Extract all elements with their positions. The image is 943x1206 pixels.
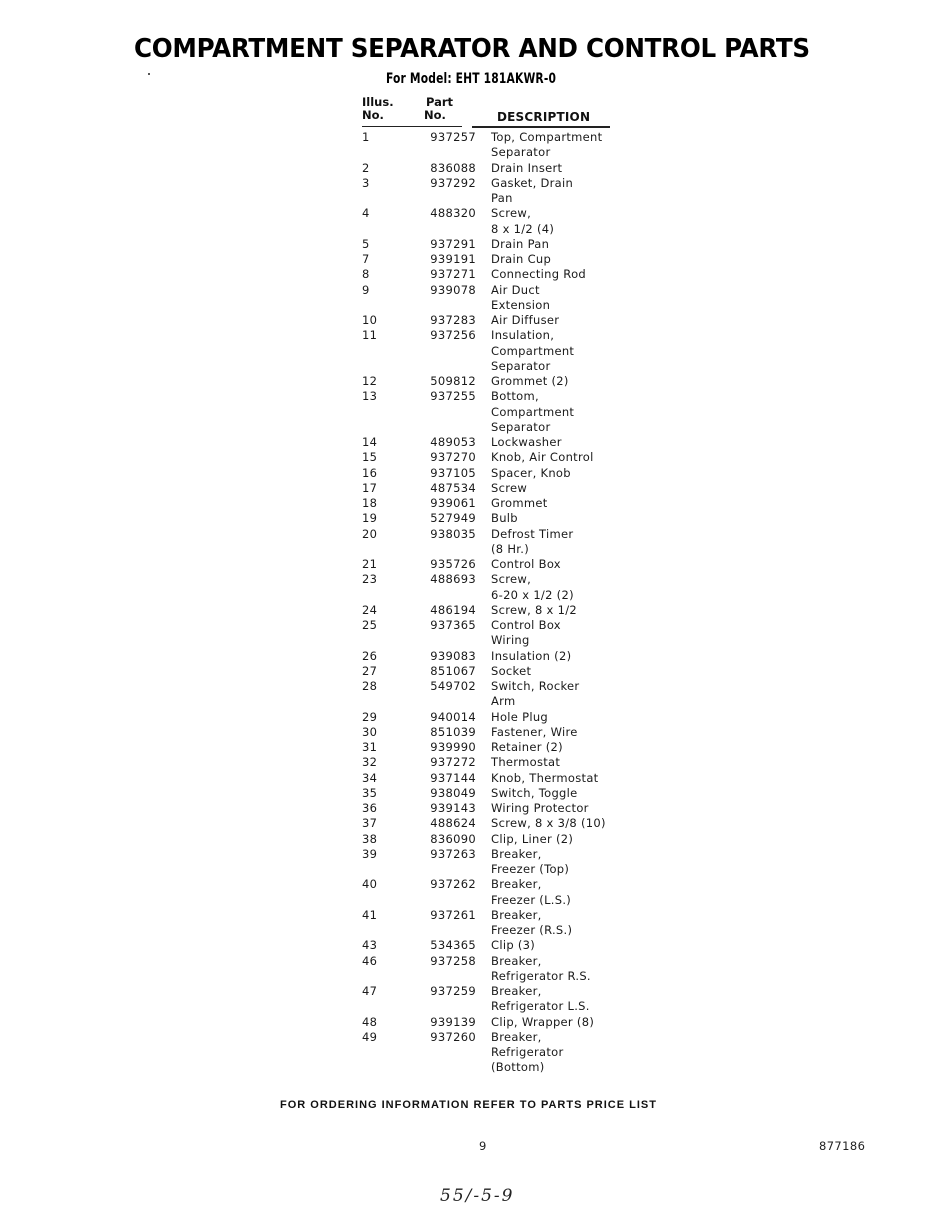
part-description [491, 877, 612, 908]
illus-number: 7 [362, 252, 370, 266]
part-description [491, 267, 612, 282]
illus-number: 35 [362, 785, 378, 800]
column-header-description: DESCRIPTION [497, 110, 591, 124]
description-line: Gasket, Drain [491, 175, 574, 190]
illus-number: 20 [362, 526, 378, 541]
part-number: 937272 [430, 755, 476, 770]
description-line: Lockwasher [491, 435, 562, 449]
description-line: 6-20 x 1/2 (2) [491, 587, 574, 602]
part-description [491, 984, 612, 1015]
page-number: 9 [479, 1139, 487, 1153]
table-row [362, 527, 612, 558]
illus-number: 46 [362, 953, 378, 968]
part-number: 836088 [430, 160, 476, 175]
table-row [362, 389, 612, 435]
description-line: Bottom, [491, 389, 539, 404]
table-row [362, 938, 612, 953]
part-number: 939139 [430, 1014, 476, 1029]
part-number: 937263 [430, 846, 476, 861]
description-line: Drain Pan [491, 236, 550, 251]
table-row [362, 664, 612, 679]
part-number: 488624 [430, 816, 476, 831]
description-line: Compartment [491, 343, 575, 358]
description-line: Refrigerator L.S. [491, 999, 590, 1014]
column-header-part-no [424, 96, 453, 122]
part-number: 939061 [430, 496, 476, 510]
description-line: Separator [491, 419, 551, 434]
table-row [362, 603, 612, 618]
part-number: 937283 [430, 313, 476, 327]
description-line: Fastener, Wire [491, 724, 578, 739]
part-description [491, 725, 612, 740]
table-row [362, 511, 612, 526]
part-description [491, 832, 612, 847]
description-line: Switch, Rocker [491, 679, 580, 693]
part-number: 486194 [430, 602, 476, 617]
description-line: Air Diffuser [491, 313, 560, 327]
illus-number: 12 [362, 374, 378, 388]
part-number: 939143 [430, 801, 476, 815]
illus-number: 1 [362, 130, 370, 144]
table-row [362, 954, 612, 985]
part-description [491, 496, 612, 511]
part-number: 527949 [430, 511, 476, 526]
table-row [362, 572, 612, 603]
part-description [491, 755, 612, 770]
table-row [362, 1015, 612, 1030]
part-number: 935726 [430, 557, 476, 571]
part-number: 939990 [430, 740, 476, 754]
description-line: Clip (3) [491, 938, 536, 953]
part-description [491, 313, 612, 328]
part-description [491, 908, 612, 939]
illus-number: 32 [362, 755, 378, 770]
description-line: Breaker, [491, 953, 542, 968]
part-description [491, 954, 612, 985]
part-number: 939083 [430, 648, 476, 663]
part-number: 937257 [430, 130, 476, 144]
table-row [362, 816, 612, 831]
part-number: 509812 [430, 374, 476, 388]
description-line: Breaker, [491, 984, 542, 998]
part-number: 937105 [430, 465, 476, 480]
scan-speck [148, 73, 150, 75]
illus-number: 14 [362, 435, 378, 449]
part-number: 937259 [430, 984, 476, 998]
part-number: 488320 [430, 206, 476, 221]
table-row [362, 206, 612, 237]
table-row [362, 435, 612, 450]
illus-number: 23 [362, 572, 378, 587]
description-line: Clip, Wrapper (8) [491, 1014, 595, 1029]
description-line: Grommet [491, 496, 548, 510]
description-line: Pan [491, 191, 513, 205]
illus-number: 10 [362, 313, 378, 327]
part-description [491, 649, 612, 664]
part-description [491, 557, 612, 572]
table-row [362, 328, 612, 374]
part-number: 937261 [430, 907, 476, 922]
description-line: Knob, Thermostat [491, 770, 599, 785]
part-description [491, 252, 612, 267]
illus-number: 8 [362, 267, 370, 282]
part-number: 488693 [430, 572, 476, 587]
description-line: Separator [491, 358, 551, 373]
illus-number: 26 [362, 648, 378, 663]
illus-number: 27 [362, 663, 378, 678]
part-number: 937256 [430, 328, 476, 343]
table-row [362, 847, 612, 878]
description-line: Screw, [491, 572, 532, 587]
part-description [491, 938, 612, 953]
part-description [491, 176, 612, 207]
illus-number: 48 [362, 1014, 378, 1029]
description-line: Screw, [491, 206, 532, 221]
part-description [491, 801, 612, 816]
part-description [491, 466, 612, 481]
illus-number: 47 [362, 984, 378, 998]
illus-number: 29 [362, 709, 378, 724]
model-subtitle [0, 71, 943, 87]
table-row [362, 161, 612, 176]
table-row [362, 252, 612, 267]
illus-number: 30 [362, 724, 378, 739]
description-line: Freezer (Top) [491, 862, 570, 876]
table-body [362, 130, 612, 1076]
table-row [362, 130, 612, 161]
part-number: 937270 [430, 450, 476, 465]
illus-number: 31 [362, 740, 378, 754]
part-number: 939191 [430, 252, 476, 266]
part-description [491, 237, 612, 252]
table-row [362, 283, 612, 314]
description-line: Breaker, [491, 907, 542, 922]
part-number: 940014 [430, 709, 476, 724]
part-number: 937255 [430, 389, 476, 404]
table-row [362, 176, 612, 207]
part-description [491, 283, 612, 314]
illus-number: 49 [362, 1029, 378, 1044]
illus-number: 17 [362, 480, 378, 495]
illus-number: 16 [362, 465, 378, 480]
illus-number: 39 [362, 846, 378, 861]
description-line: Compartment [491, 404, 575, 419]
illus-number: 4 [362, 206, 370, 221]
illus-number: 43 [362, 938, 378, 953]
illus-number: 21 [362, 557, 378, 571]
page-title: COMPARTMENT SEPARATOR AND CONTROL PARTS [134, 34, 810, 64]
description-line: Breaker, [491, 1029, 542, 1044]
part-number: 937292 [430, 175, 476, 190]
illus-header-line1: Illus. [362, 95, 394, 109]
part-description [491, 1015, 612, 1030]
part-description [491, 572, 612, 603]
part-description [491, 161, 612, 176]
illus-number: 11 [362, 328, 378, 343]
table-row [362, 877, 612, 908]
description-line: Wiring Protector [491, 801, 589, 815]
part-description [491, 740, 612, 755]
part-number: 939078 [430, 282, 476, 297]
part-number: 851067 [430, 663, 476, 678]
part-description [491, 130, 612, 161]
part-description [491, 206, 612, 237]
description-line: Separator [491, 145, 551, 160]
illus-number: 40 [362, 877, 378, 892]
part-description [491, 1030, 612, 1076]
part-number: 937260 [430, 1029, 476, 1044]
table-row [362, 740, 612, 755]
part-header-line1: Part [426, 95, 454, 109]
description-line: Drain Cup [491, 252, 552, 266]
description-line: Arm [491, 694, 516, 709]
description-line: 8 x 1/2 (4) [491, 221, 555, 236]
description-line: Switch, Toggle [491, 785, 578, 800]
description-line: Socket [491, 663, 532, 678]
parts-table [362, 96, 612, 1075]
description-line: Control Box [491, 618, 561, 632]
table-row [362, 725, 612, 740]
illus-number: 38 [362, 831, 378, 846]
part-description [491, 618, 612, 649]
part-number: 489053 [430, 435, 476, 449]
part-number: 937291 [430, 236, 476, 251]
description-line: Hole Plug [491, 709, 549, 724]
illus-number: 36 [362, 801, 378, 815]
description-line: Freezer (R.S.) [491, 923, 573, 937]
table-row [362, 481, 612, 496]
part-description [491, 786, 612, 801]
description-line: Air Duct [491, 282, 540, 297]
description-line: Screw, 8 x 3/8 (10) [491, 816, 606, 831]
table-row [362, 466, 612, 481]
illus-header-line2: No. [362, 108, 384, 122]
table-row [362, 649, 612, 664]
illus-number: 15 [362, 450, 378, 465]
illus-number: 25 [362, 618, 378, 632]
table-row [362, 786, 612, 801]
part-number: 534365 [430, 938, 476, 953]
part-number: 938035 [430, 526, 476, 541]
description-line: (Bottom) [491, 1060, 545, 1075]
description-line: Thermostat [491, 755, 561, 770]
handwritten-mark: 55/-5-9 [440, 1186, 515, 1206]
table-row [362, 374, 612, 389]
description-line: Top, Compartment [491, 130, 603, 144]
illus-number: 2 [362, 160, 370, 175]
illus-number: 41 [362, 907, 378, 922]
part-description [491, 435, 612, 450]
description-line: Connecting Rod [491, 267, 586, 282]
table-row [362, 908, 612, 939]
description-line: Breaker, [491, 846, 542, 861]
illus-number: 24 [362, 602, 378, 617]
part-number: 937365 [430, 618, 476, 632]
part-number: 851039 [430, 724, 476, 739]
ordering-note: FOR ORDERING INFORMATION REFER TO PARTS PRICE LIST [280, 1099, 657, 1111]
table-row [362, 679, 612, 710]
part-description [491, 771, 612, 786]
description-line: Breaker, [491, 877, 542, 892]
table-row [362, 755, 612, 770]
table-row [362, 710, 612, 725]
description-line: Control Box [491, 557, 561, 571]
illus-number: 3 [362, 175, 370, 190]
description-line: Grommet (2) [491, 374, 569, 388]
column-header-illus-no [362, 96, 394, 122]
description-line: Knob, Air Control [491, 450, 594, 465]
description-line: Bulb [491, 511, 518, 526]
part-description [491, 527, 612, 558]
part-number: 938049 [430, 785, 476, 800]
part-description [491, 481, 612, 496]
table-row [362, 1030, 612, 1076]
document-number: 877186 [819, 1139, 866, 1153]
table-row [362, 267, 612, 282]
description-line: Screw [491, 480, 528, 495]
part-description [491, 710, 612, 725]
description-line: Retainer (2) [491, 740, 563, 754]
description-line: Extension [491, 297, 551, 312]
illus-number: 34 [362, 770, 378, 785]
part-description [491, 664, 612, 679]
illus-number: 13 [362, 389, 378, 404]
table-row [362, 496, 612, 511]
part-number: 937258 [430, 953, 476, 968]
table-header [362, 96, 612, 129]
part-number: 937271 [430, 267, 476, 282]
description-line: Defrost Timer [491, 526, 574, 541]
part-description [491, 511, 612, 526]
table-row [362, 557, 612, 572]
part-header-line2: No. [424, 108, 446, 122]
part-number: 937262 [430, 877, 476, 892]
description-line: Drain Insert [491, 160, 563, 175]
description-line: Clip, Liner (2) [491, 831, 574, 846]
illus-number: 37 [362, 816, 378, 831]
description-line: Refrigerator R.S. [491, 968, 591, 983]
table-row [362, 832, 612, 847]
part-number: 549702 [430, 679, 476, 693]
model-subtitle-text: For Model: EHT 181AKWR-0 [386, 71, 557, 87]
illus-number: 19 [362, 511, 378, 526]
illus-number: 18 [362, 496, 378, 510]
part-description [491, 389, 612, 435]
table-row [362, 450, 612, 465]
table-row [362, 313, 612, 328]
table-row [362, 771, 612, 786]
table-row [362, 984, 612, 1015]
header-rule-right [472, 126, 610, 128]
description-line: Wiring [491, 633, 530, 648]
description-line: Screw, 8 x 1/2 [491, 602, 578, 617]
part-description [491, 679, 612, 710]
table-row [362, 618, 612, 649]
part-number: 487534 [430, 480, 476, 495]
description-line: Freezer (L.S.) [491, 892, 572, 907]
part-description [491, 328, 612, 374]
description-line: (8 Hr.) [491, 541, 530, 556]
table-row [362, 801, 612, 816]
description-line: Insulation, [491, 328, 555, 343]
illus-number: 28 [362, 679, 378, 693]
part-description [491, 450, 612, 465]
description-line: Spacer, Knob [491, 465, 571, 480]
table-row [362, 237, 612, 252]
description-line: Insulation (2) [491, 648, 572, 663]
part-description [491, 374, 612, 389]
part-description [491, 816, 612, 831]
part-number: 937144 [430, 770, 476, 785]
description-line: Refrigerator [491, 1045, 564, 1059]
part-description [491, 603, 612, 618]
part-description [491, 847, 612, 878]
header-rule-left [362, 126, 462, 127]
part-number: 836090 [430, 831, 476, 846]
illus-number: 5 [362, 236, 370, 251]
illus-number: 9 [362, 282, 370, 297]
